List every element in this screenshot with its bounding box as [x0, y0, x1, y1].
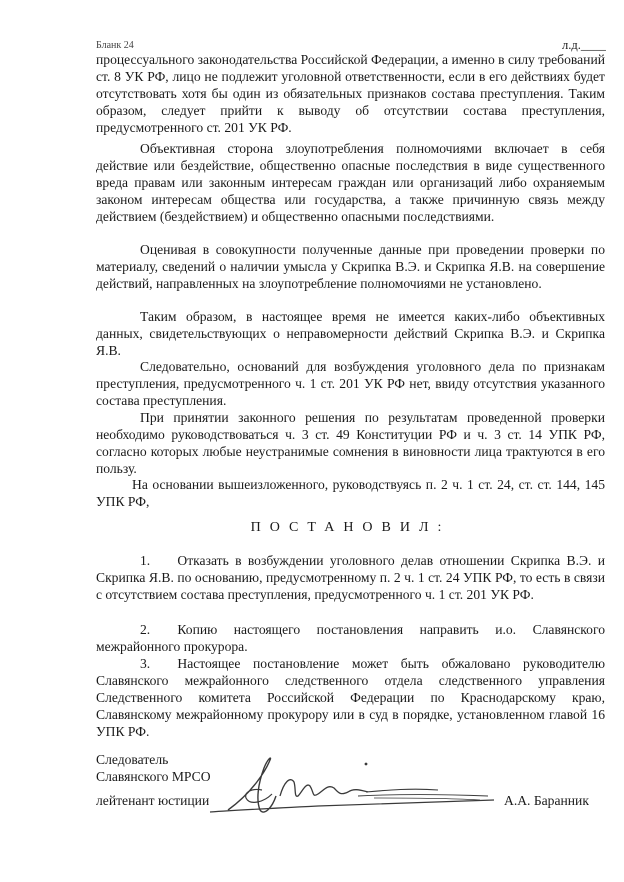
decision-item-text: 2. Копию настоящего постановления направить и.о. Славянского межрайонного прокурора.	[96, 622, 605, 654]
paragraph-text: Следовательно, оснований для возбуждения уголовного дела по признакам преступления, предусмотренного ч. 1 ст. 201 УК РФ нет, ввиду отсутствия указанного состава преступления.	[96, 359, 605, 408]
signatory-title	[96, 751, 211, 785]
paragraph-1	[96, 51, 605, 136]
paragraph-text: Таким образом, в настоящее время не имеется каких-либо объективных данных, свидетельствующих о неправомерности действий Скрипка В.Э. и Скрипка Я.В.	[96, 309, 605, 358]
paragraph-5	[96, 358, 605, 409]
paragraph-7	[96, 476, 605, 510]
signatory-position: Следователь	[96, 752, 169, 767]
handwritten-signature	[198, 752, 498, 822]
signatory-name: А.А. Баранник	[504, 793, 589, 808]
paragraph-text: Оценивая в совокупности полученные данные при проведении проверки по материалу, сведений о наличии умысла у Скрипка В.Э. и Скрипка Я.В. на совершение действий, направленных на злоупотребление полномочиями не установлено.	[96, 242, 605, 291]
paragraph-text: При принятии законного решения по результатам проведенной проверки необходимо руководствоваться ч. 3 ст. 49 Конституции РФ и ч. 3 ст. 14 УПК РФ, согласно которых любые неустранимые сомнения в виновности лица трактуются в его пользу.	[96, 410, 605, 476]
decision-heading: ПОСТАНОВИЛ:	[250, 520, 451, 535]
form-number: Бланк 24	[96, 40, 134, 51]
paragraph-4	[96, 308, 605, 359]
paragraph-2	[96, 140, 605, 225]
paragraph-3	[96, 241, 605, 292]
case-sheet-number: л.д.____	[562, 38, 606, 52]
decision-item-1	[96, 552, 605, 603]
decision-item-3	[96, 655, 605, 740]
paragraph-text: Объективная сторона злоупотребления полномочиями включает в себя действие или бездействие, общественно опасные последствия в виде существенного вреда правам или законным интересам граждан или организаций либо охраняемым законом интересам общества или государства, а также причинную связь между действием (бездействием) и общественно опасными последствиями.	[96, 141, 605, 224]
paragraph-text: На основании вышеизложенного, руководствуясь п. 2 ч. 1 ст. 24, ст. ст. 144, 145 УПК РФ,	[96, 477, 605, 509]
signatory-department: Славянского МРСО	[96, 769, 211, 784]
signatory-rank: лейтенант юстиции	[96, 793, 210, 808]
paragraph-text: процессуального законодательства Российской Федерации, а именно в силу требований ст. 8 УК РФ, лицо не подлежит уголовной ответственности, если в его действиях будет отсутствовать хотя бы один из обязательных признаков состава преступления. Таким образом, следует прийти к выводу об отсутствии состава преступления, предусмотренного ст. 201 УК РФ.	[96, 52, 605, 135]
decision-item-text: 3. Настоящее постановление может быть обжаловано руководителю Славянского межрайонного следственного отдела следственного управления Следственного комитета Российской Федерации по Краснодарскому краю, Славянскому межрайонному прокурору или в суд в порядке, установленном главой 16 УПК РФ.	[96, 656, 605, 739]
decision-item-text: 1. Отказать в возбуждении уголовного делав отношении Скрипка В.Э. и Скрипка Я.В. по основанию, предусмотренному п. 2 ч. 1 ст. 24 УПК РФ, то есть в связи с отсутствием состава преступления, предусмотренного ч. 1 ст. 201 УК РФ.	[96, 553, 605, 602]
paragraph-6	[96, 409, 605, 477]
decision-item-2	[96, 621, 605, 655]
